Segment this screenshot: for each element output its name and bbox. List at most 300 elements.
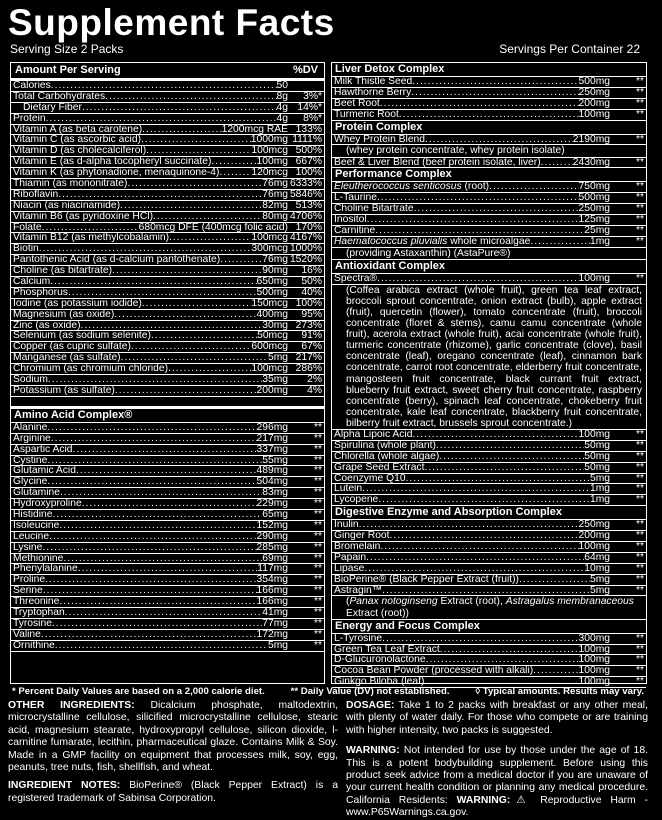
table-row [332, 542, 646, 553]
row-dv: 91% [301, 331, 322, 342]
leader-dots [60, 488, 262, 498]
row-amount: 5mg [589, 585, 610, 596]
row-amount: 750mg [578, 182, 610, 193]
row-amount: 5mg [267, 640, 288, 651]
table-row [332, 531, 646, 542]
nutrient-list [11, 81, 324, 397]
row-dv: ** [635, 531, 644, 542]
row-amount: 35mg [262, 375, 288, 386]
row-name: Vitamin K (as phytonadione, menaquinone-4) [13, 168, 220, 179]
astragin-i1: Panax notoginseng [349, 596, 438, 608]
row-name: Isoleucine [13, 520, 60, 531]
warning-text: Not intended for use by those under the age of 18. This is a potent bodybuilding supplement. Before using this product seek advice from a medical doctor if you are unaware of your current health condition or planning any medical procedure. California Residents: [346, 745, 648, 806]
leader-dots [412, 77, 578, 87]
row-dv: 16% [301, 266, 322, 277]
leader-dots [114, 310, 256, 320]
table-row [11, 331, 324, 342]
row-dv: 1000% [289, 244, 322, 255]
leader-dots [440, 645, 579, 655]
table-row [332, 193, 646, 204]
table-row [11, 277, 324, 288]
table-row [332, 77, 646, 88]
row-name: Pantothenic Acid (as d-calcium pantothenate) [13, 255, 221, 266]
leader-dots [489, 182, 578, 192]
table-row [11, 510, 324, 521]
row-name: Whey Protein Blend [334, 134, 426, 145]
astragin-desc [332, 596, 646, 619]
leader-dots [82, 499, 257, 509]
table-row [11, 466, 324, 477]
footnote-dv: ** Daily Value (DV) not established. [290, 686, 450, 697]
row-amount: 250mg [578, 87, 610, 98]
leader-dots [425, 135, 573, 145]
row-name: L-Taurine [334, 193, 377, 204]
table-row [11, 92, 324, 103]
haema-amount: 1mg [589, 236, 610, 247]
row-amount: 285mg [256, 542, 288, 553]
row-amount: 290mg [256, 531, 288, 542]
dosage-label: DOSAGE: [346, 700, 395, 711]
leader-dots [412, 430, 578, 440]
row-amount: 64mg [584, 552, 610, 563]
leader-dots [105, 92, 276, 102]
row-dv: ** [313, 586, 322, 597]
left-notes [8, 700, 338, 805]
row-amount: 600mcg [251, 342, 288, 353]
row-amount: 117mg [257, 564, 288, 575]
astragin-i2: Astragalus membranaceous [505, 596, 634, 608]
row-dv: ** [313, 466, 322, 477]
table-row [11, 288, 324, 299]
row-name: Grape Seed Extract [334, 462, 425, 473]
table-row [332, 226, 646, 237]
row-dv: 273% [295, 320, 322, 331]
leader-dots [41, 630, 257, 640]
row-name: Tryptophan [13, 607, 65, 618]
table-row [11, 521, 324, 532]
row-dv: ** [635, 109, 644, 120]
row-dv: ** [635, 677, 644, 688]
row-name: Total Carbohydrates [13, 91, 106, 102]
other-ingredients [8, 700, 338, 774]
table-row [332, 204, 646, 215]
leader-dots [58, 190, 262, 200]
table-row [11, 456, 324, 467]
leader-dots [50, 277, 256, 287]
row-dv: ** [635, 98, 644, 109]
table-row [11, 554, 324, 565]
row-amount: 250mg [578, 204, 610, 215]
table-row [332, 452, 646, 463]
row-amount: 150mcg [251, 298, 288, 309]
row-dv: 100% [295, 168, 322, 179]
table-row [332, 430, 646, 441]
dosage [346, 700, 648, 737]
energy-list [332, 634, 646, 688]
table-row [11, 125, 324, 136]
row-amount: 100mg [578, 429, 610, 440]
row-name: Ornithine [13, 640, 55, 651]
row-dv: ** [635, 87, 644, 98]
leader-dots [153, 212, 262, 222]
liver-list [332, 77, 646, 121]
table-row [11, 81, 324, 92]
row-amount: 41mg [262, 607, 288, 618]
table-row [11, 342, 324, 353]
row-amount: 83mg [262, 488, 288, 499]
row-name: Glycine [13, 477, 48, 488]
leader-dots [82, 103, 277, 113]
table-row [332, 645, 646, 656]
row-dv: 4% [307, 385, 322, 396]
row-amount: 50mg [584, 440, 610, 451]
table-row [11, 532, 324, 543]
row-amount: 1mg [589, 495, 610, 506]
row-amount: 250mg [578, 520, 610, 531]
row-dv [288, 81, 322, 91]
amino-list [11, 423, 324, 652]
table-row [11, 266, 324, 277]
row-name: Choline (as bitartrate) [13, 266, 113, 277]
row-amount: 25mg [584, 226, 610, 236]
antioxidant-title: Antioxidant Complex [332, 260, 646, 274]
row-dv: ** [635, 495, 644, 506]
row-name: Phenylalanine [13, 564, 78, 575]
row-name: Choline Bitartrate [334, 204, 414, 215]
performance-list [332, 182, 646, 236]
left-column [10, 62, 325, 684]
row-name: Histidine [13, 509, 53, 520]
right-notes [346, 700, 648, 820]
spectra-desc: (Coffea arabica extract (whole fruit), green tea leaf extract, broccoli sprout concentrate, onion extract (bulb), apple extract (fruit), quercetin (flower), tomato concentrate (fruit), broccoli concentrate (floret & stems), camu camu concentrate (whole fruit), acerola extract (whole fruit), acai concentrate (whole fruit), turmeric concentrate (rhizome), garlic concentrate (clove), basil concentrate (leaf), oregano concentrate (leaf), cinnamon bark concentrate, carrot root concentrate, elderberry fruit concentrate, mangosteen fruit concentrate, black currant fruit extract, blueberry fruit extract, sweet cherry fruit concentrate, raspberry concentrate (berry), spinach leaf concentrate, chokeberry fruit concentrate, kale leaf concentrate, blackberry fruit concentrate, bilberry fruit extract, brussels sprout concentrate.) [332, 285, 646, 430]
table-row [11, 190, 324, 201]
row-name: Calories [13, 81, 51, 91]
leader-dots [377, 274, 578, 284]
warning-text-2: Reproductive Harm - www.P65Warnings.ca.gov. [346, 794, 648, 819]
liver-title: Liver Detox Complex [332, 63, 646, 77]
row-amount: 82mg [262, 200, 288, 211]
row-amount: 30mg [262, 320, 288, 331]
row-dv: ** [313, 477, 322, 488]
row-amount: 172mg [256, 629, 288, 640]
row-dv: ** [313, 542, 322, 553]
leader-dots [63, 554, 262, 564]
row-amount: 300mg [578, 633, 610, 644]
leader-dots [65, 608, 263, 618]
row-name: Beet Root [334, 98, 380, 109]
table-row [11, 364, 324, 375]
table-row [11, 201, 324, 212]
row-name: Turmeric Root [334, 109, 399, 120]
leader-dots [121, 353, 268, 363]
table-row [11, 499, 324, 510]
row-dv: ** [313, 488, 322, 499]
row-amount: 152mg [256, 520, 288, 531]
row-dv: ** [313, 455, 322, 466]
row-name: Biotin [13, 244, 39, 255]
table-row [332, 564, 646, 575]
dv-label: %DV [292, 64, 318, 76]
other-ingredients-text: Dicalcium phosphate, maltodextrin, microcrystalline cellulose, silicified microcrystalline cellulose, stearic acid, magnesium stearate, hydroxypropyl cellulose, silicon dioxide, l-carnitine fumarate, lecithin, pharmaceutical glaze. Contains Milk & Soy. Made in a GMP facility on equipment that processes milk, soy, egg, peanuts, tree nuts, fish, shellfish, and wheat. [8, 700, 338, 774]
leader-dots [380, 542, 578, 552]
leader-dots [382, 634, 578, 644]
row-amount: 76mg [262, 189, 288, 200]
row-amount: 4g [276, 102, 288, 113]
leader-dots [169, 233, 251, 243]
leader-dots [519, 575, 590, 585]
warning-label-2: WARNING: [456, 794, 511, 806]
row-name: Hydroxyproline [13, 499, 82, 510]
row-dv: 500% [295, 146, 322, 157]
row-name: Leucine [13, 531, 50, 542]
row-dv: ** [635, 429, 644, 440]
row-name: Spectra® [334, 273, 378, 284]
row-dv: ** [635, 273, 644, 284]
table-row [332, 441, 646, 452]
table-row [11, 575, 324, 586]
row-name: Lutein [334, 484, 363, 495]
table-row [332, 215, 646, 226]
table-row [11, 597, 324, 608]
row-name: Cocoa Bean Powder (processed with alkali) [334, 666, 534, 677]
row-dv: ** [635, 451, 644, 462]
row-name: Manganese (as sulfate) [13, 353, 121, 364]
row-name: Methionine [13, 553, 64, 564]
row-amount: 100mg [578, 677, 610, 688]
row-name-italic: Eleutherococcus senticosus [334, 182, 462, 193]
warning-label: WARNING: [346, 745, 400, 757]
leader-dots [377, 193, 579, 203]
row-amount: 2430mg [572, 157, 610, 168]
leader-dots [49, 532, 256, 542]
row-amount: 50mg [584, 462, 610, 473]
leader-dots [411, 88, 578, 98]
row-amount: 166mg [256, 586, 288, 597]
leader-dots [39, 244, 252, 254]
amount-per-serving-label: Amount Per Serving [15, 64, 121, 76]
leader-dots [47, 423, 256, 433]
table-row [11, 310, 324, 321]
leader-dots [52, 619, 262, 629]
row-amount: 650mg [256, 277, 288, 288]
leader-dots [151, 331, 257, 341]
table-row [11, 630, 324, 641]
row-name: Niacin (as niacinamide) [13, 200, 121, 211]
table-row [332, 484, 646, 495]
haema-desc: (providing Astaxanthin) (AstaPure®) [332, 248, 646, 260]
leader-dots [168, 364, 251, 374]
row-name: Chromium (as chromium chloride) [13, 364, 169, 375]
row-amount: 200mg [256, 385, 288, 396]
row-dv: ** [313, 422, 322, 433]
row-amount: 100mg [578, 644, 610, 655]
row-dv: ** [313, 444, 322, 455]
row-dv: ** [313, 553, 322, 564]
leader-dots [47, 456, 262, 466]
other-ingredients-label: OTHER INGREDIENTS: [8, 700, 135, 711]
row-amount: 90mg [262, 266, 288, 277]
row-amount: 217mg [256, 433, 288, 444]
leader-dots [78, 564, 258, 574]
row-dv: 6333% [289, 179, 322, 190]
row-name: Glutamine [13, 488, 60, 499]
row-name: Thiamin (as mononitrate) [13, 179, 128, 190]
table-row [332, 586, 646, 597]
table-row [11, 353, 324, 364]
footnote-pdv: * Percent Daily Values are based on a 2,000 calorie diet. [12, 686, 265, 697]
table-row [11, 179, 324, 190]
leader-dots [406, 474, 590, 484]
row-amount: 500mg [578, 77, 610, 87]
row-dv: 170% [295, 222, 322, 233]
astragin-lead: ( [346, 596, 350, 608]
leader-dots [364, 564, 584, 574]
ingredient-notes-label: INGREDIENT NOTES: [8, 780, 121, 792]
row-name: Vitamin B6 (as pyridoxine HCl) [13, 211, 154, 222]
row-name: Dietary Fiber [23, 102, 82, 113]
row-amount: 100mg [256, 157, 288, 168]
leader-dots [127, 179, 262, 189]
table-row [11, 168, 324, 179]
row-name: Riboflavin [13, 189, 59, 200]
table-row [11, 477, 324, 488]
ingredient-notes [8, 780, 338, 805]
leader-dots [436, 441, 584, 451]
table-row [332, 99, 646, 110]
row-amount: 69mg [262, 553, 288, 564]
table-row [11, 488, 324, 499]
row-dv: ** [313, 499, 322, 510]
row-name: Lysine [13, 542, 43, 553]
leader-dots [378, 495, 590, 505]
row-name: Proline [13, 575, 46, 586]
footnotes [10, 683, 646, 700]
row-name: Inositol [334, 215, 367, 226]
row-dv: ** [313, 618, 322, 629]
leader-dots [426, 655, 579, 665]
row-dv: 95% [301, 309, 322, 320]
row-dv: ** [313, 640, 322, 651]
row-amount: 2190mg [572, 134, 610, 145]
row-dv: 14%* [297, 102, 322, 113]
row-name: Papain [334, 552, 367, 563]
table-row [11, 299, 324, 310]
row-amount: 120mcg [251, 168, 288, 179]
row-name: Green Tea Leaf Extract [334, 644, 440, 655]
row-name: Carnitine [334, 226, 376, 236]
row-dv: ** [635, 204, 644, 215]
panel-title: Supplement Facts [8, 2, 335, 43]
row-amount: 100mg [578, 542, 610, 552]
table-row [11, 321, 324, 332]
haema-row [332, 237, 646, 248]
table-row [332, 553, 646, 564]
row-dv: 2% [307, 375, 322, 386]
row-name: Ginger Root [334, 531, 390, 542]
row-name: Vitamin D (as cholecalciferol) [13, 146, 147, 157]
protein-list-2 [332, 158, 646, 169]
leader-dots [142, 299, 252, 309]
warning-triangle-icon: ⚠ [510, 794, 532, 806]
leader-dots [51, 81, 277, 91]
row-amount: 50mcg [257, 331, 288, 342]
row-dv: ** [635, 440, 644, 451]
antioxidant-list [332, 430, 646, 506]
haema-row-wrap [332, 237, 646, 248]
table-row [11, 543, 324, 554]
row-amount: 4g [276, 113, 288, 124]
leader-dots [367, 215, 579, 225]
row-amount: 1000mg [250, 135, 288, 146]
spectra-list [332, 274, 646, 285]
ingredient-notes-text: BioPerine® (Black Pepper Extract) is a registered trademark of Sabinsa Corporation. [8, 780, 338, 804]
digestive-list [332, 520, 646, 596]
table-row [11, 423, 324, 434]
row-dv: 5846% [289, 189, 322, 200]
row-name: Tyrosine [13, 618, 52, 629]
protein-whey-desc: (whey protein concentrate, whey protein isolate) [332, 145, 646, 157]
leader-dots [131, 342, 251, 352]
table-row [11, 233, 324, 244]
row-amount: 337mg [256, 444, 288, 455]
leader-dots [59, 597, 256, 607]
row-amount: 55mg [262, 455, 288, 466]
row-dv: ** [635, 633, 644, 644]
leader-dots [120, 201, 262, 211]
leader-dots [533, 666, 578, 676]
row-amount: 100mg [578, 655, 610, 666]
table-row [332, 158, 646, 169]
row-name: Spirulina (whole plant) [334, 440, 436, 451]
left-header [11, 63, 324, 81]
row-name: Glutamic Acid [13, 466, 76, 477]
row-amount: 500mg [256, 287, 288, 298]
leader-dots [81, 321, 263, 331]
leader-dots [362, 484, 590, 494]
row-dv: ** [635, 473, 644, 484]
row-name: Inulin [334, 520, 359, 531]
table-row [332, 474, 646, 485]
row-amount: 50 [276, 81, 288, 91]
table-row [11, 135, 324, 146]
table-row [11, 608, 324, 619]
row-amount: 100mcg [251, 146, 288, 157]
leader-dots [141, 135, 251, 145]
row-name: Valine [13, 629, 41, 640]
energy-title: Energy and Focus Complex [332, 620, 646, 634]
row-name: Alanine [13, 422, 48, 433]
leader-dots [46, 114, 277, 124]
table-row [332, 655, 646, 666]
row-dv: ** [313, 597, 322, 608]
table-row [332, 575, 646, 586]
leader-dots [115, 386, 257, 396]
servings-per-container: Servings Per Container 22 [499, 42, 640, 56]
leader-dots [541, 158, 573, 168]
row-name: Vitamin A (as beta carotene) [13, 124, 143, 135]
row-name: Zinc (as oxide) [13, 320, 81, 331]
table-row [11, 244, 324, 255]
astragin-t2: Extract (root)) [346, 607, 409, 619]
row-amount: 5mg [589, 473, 610, 484]
row-dv: ** [635, 182, 644, 193]
row-name: Calcium [13, 277, 51, 288]
row-amount: 100mcg [251, 364, 288, 375]
row-name-rest: (root) [461, 182, 490, 193]
row-dv: ** [635, 77, 644, 87]
row-name: Vitamin B12 (as methylcobalamin) [13, 233, 170, 244]
warning [346, 745, 648, 819]
